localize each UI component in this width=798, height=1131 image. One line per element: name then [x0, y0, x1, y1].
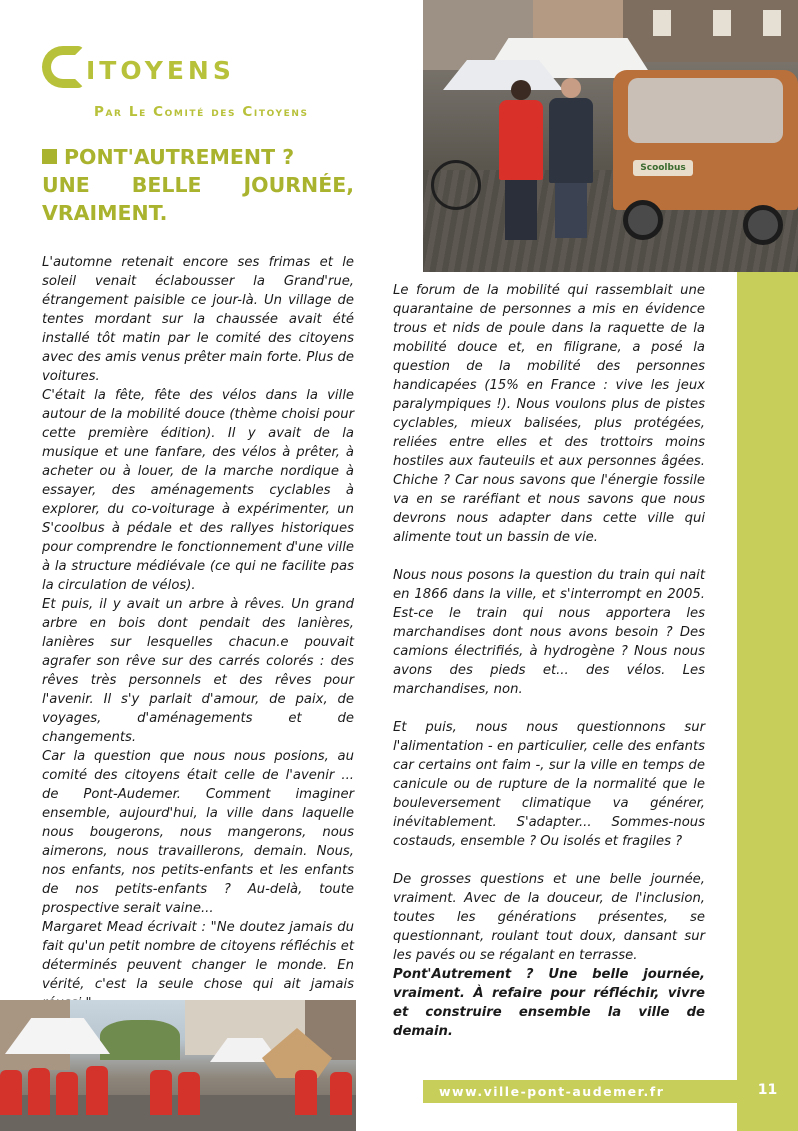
paragraph: L'automne retenait encore ses frimas et le soleil venait éclabousser la Grand'rue, étrangement paisible ce jour-là. Un village de tentes mordant sur la chaussée avait été installé tôt matin par le comité des citoyens avec des amis venus prêter main forte. Plus de voitures.: [42, 255, 354, 384]
article-title-line1: PONT'AUTREMENT ?: [42, 143, 354, 171]
title-square-icon: [42, 149, 57, 164]
section-title: ITOYENS: [86, 55, 235, 85]
photo-fanfare-street: [0, 1000, 356, 1131]
paragraph: Et puis, il y avait un arbre à rêves. Un grand arbre en bois dont pendait des lanières, lanières sur lesquelles chacun.e pouvait agrafer son rêve sur des carrés colorés : des rêves très personnels et des rêves pour l'avenir. Il s'y parlait d'amour, de paix, de voyages, d'aménagements et de changements.: [42, 597, 354, 745]
footer-website-url: www.ville-pont-audemer.fr: [439, 1084, 665, 1099]
article-title: [42, 143, 354, 227]
paragraph: Et puis, nous nous questionnons sur l'alimentation - en particulier, celle des enfants car certains ont faim -, sur la ville en temps de canicule ou de rupture de la normalité que le bouleversement climatique va générer, inévitablement. S'adapter... Sommes-nous costauds, ensemble ? Ou isolés et fragiles ?: [393, 720, 705, 849]
article-title-line3: VRAIMENT.: [42, 201, 168, 225]
article-conclusion: Pont'Autrement ? Une belle journée, vraiment. À refaire pour réfléchir, vivre et construire ensemble la ville de demain.: [393, 967, 705, 1039]
section-header: [42, 46, 412, 120]
paragraph: Car la question que nous nous posions, au comité des citoyens était celle de l'avenir ... de Pont-Audemer. Comment imaginer ensemble, aujourd'hui, la ville dans laquelle nous bougerons, nous mangerons, nous aimerons, nous travaillerons, demain. Nous, nos enfants, nos petits-enfants et les enfants de nos petits-enfants ? Au-delà, toute prospective serait vaine...: [42, 749, 354, 916]
section-logo: [42, 46, 412, 88]
paragraph: Margaret Mead écrivait : "Ne doutez jamais du fait qu'un petit nombre de citoyens réfléchis et déterminés peuvent changer le monde. En vérité, c'est la seule chose qui ait jamais: [42, 920, 354, 992]
photo-scoolbus-street: [423, 0, 798, 272]
section-byline: Par Le Comité des Citoyens: [94, 104, 309, 120]
scoolbus-sign: Scoolbus: [633, 160, 693, 176]
paragraph: Le forum de la mobilité qui rassemblait une quarantaine de personnes a mis en évidence trous et nids de poule dans la raquette de la mobilité douce et, en filigrane, a posé la question de la mobilité des personnes handicapées (15% en France : vive les jeux paralympiques !). Nous voulons plus de pistes cyclables, mieux balisées, plus protégées, reliées entre elles et des trottoirs moins hostiles aux fauteuils et aux personnes âgées. Chiche ? Car nous savons que l'énergie fossile va en se raréfiant et nous savons que nous devrons nous adapter dans cette ville qui alimente tout un bassin de vie.: [393, 283, 705, 545]
page-number: 11: [757, 1082, 778, 1098]
side-accent-bar: [737, 272, 798, 1131]
paragraph: C'était la fête, fête des vélos dans la ville autour de la mobilité douce (thème choisi pour cette première édition). Il y avait de la musique et une fanfare, des vélos à prêter, à acheter ou à louer, de la marche nordique à essayer, des aménagements cyclables à explorer, du co-voiturage à expérimenter, un S'coolbus à pédale et des rallyes historiques pour comprendre le fonctionnement d'une ville à la structure médiévale (ce qui ne facilite pas la circulation de vélos).: [42, 388, 354, 593]
paragraph: De grosses questions et une belle journée, vraiment. Avec de la douceur, de l'inclusion, toutes les générations présentes, se questionnant, roulant tout doux, dansant sur les pavés ou se régalant en terrasse.: [393, 872, 705, 963]
section-initial-c: [42, 46, 84, 88]
article-column-left: [42, 253, 354, 1013]
paragraph: Nous nous posons la question du train qui nait en 1866 dans la ville, et s'interrompt en 2005. Est-ce le train qui nous apportera les marchandises dont nous avons besoin ? Des camions électrifiés, à hydrogène ? Nous nous avons des pieds et... des vélos. Les marchandises, non.: [393, 568, 705, 697]
article-title-line2: UNE BELLE JOURNÉE,: [42, 173, 354, 197]
article-column-right: [393, 281, 705, 1041]
footer-bar: [423, 1080, 798, 1103]
